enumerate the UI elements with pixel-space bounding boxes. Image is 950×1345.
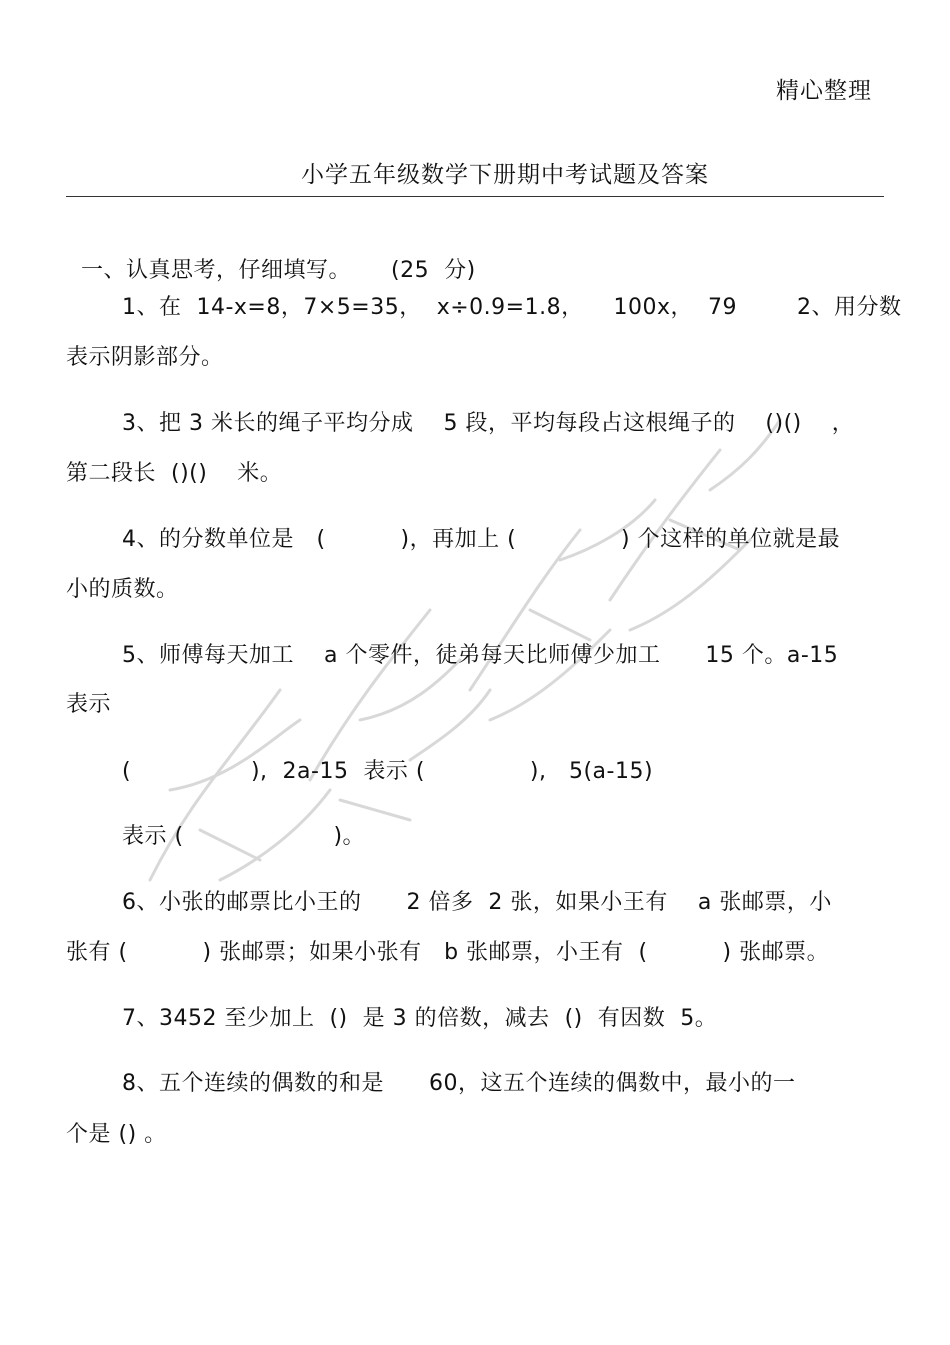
question-8-line-2: 个是 () 。 [66, 1122, 167, 1147]
question-5-line-2: 表示 [66, 692, 112, 717]
question-4-line-2: 小的质数。 [66, 577, 179, 602]
question-8-line-1: 8、五个连续的偶数的和是 60，这五个连续的偶数中，最小的一 [122, 1071, 796, 1096]
question-7-line-1: 7、3452 至少加上 () 是 3 的倍数，减去 () 有因数 5。 [122, 1006, 718, 1031]
question-6-line-1: 6、小张的邮票比小王的 2 倍多 2 张，如果小王有 a 张邮票，小 [122, 890, 832, 915]
question-5-line-4: 表示 ( )。 [122, 824, 366, 849]
section-heading [66, 229, 476, 285]
question-6-line-2: 张有 ( ) 张邮票；如果小张有 b 张邮票，小王有 ( ) 张邮票。 [66, 940, 830, 965]
header-note: 精心整理 [776, 78, 872, 104]
question-1-line-1: 1、在 14-x=8，7×5=35， x÷0.9=1.8， 100x， 79 2、用分数 [122, 295, 902, 320]
section-score: (25 分) [391, 258, 476, 283]
document-title: 小学五年级数学下册期中考试题及答案 [301, 162, 709, 188]
question-3-line-2: 第二段长 ()() 米。 [66, 461, 283, 486]
question-3-line-1: 3、把 3 米长的绳子平均分成 5 段，平均每段占这根绳子的 ()() ， [122, 411, 855, 436]
question-1-line-2: 表示阴影部分。 [66, 345, 224, 370]
section-heading-text: 一、认真思考，仔细填写。 [81, 258, 352, 283]
question-5-line-3: ( ), 2a-15 表示 ( ), 5(a-15) [122, 759, 654, 784]
question-5-line-1: 5、师傅每天加工 a 个零件，徒弟每天比师傅少加工 15 个。a-15 [122, 643, 839, 668]
question-4-line-1: 4、的分数单位是 ( )，再加上 ( ) 个这样的单位就是最 [122, 527, 841, 552]
title-divider [66, 196, 884, 197]
